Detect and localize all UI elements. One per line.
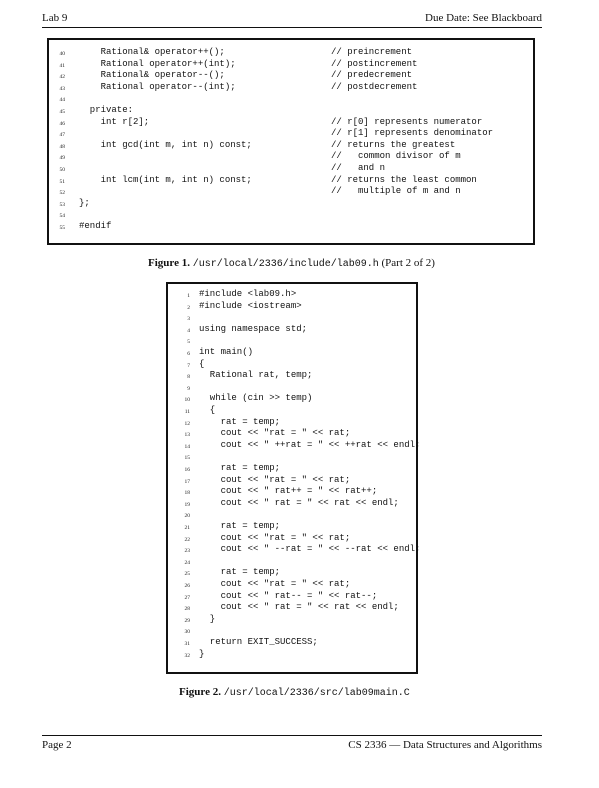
line-number: 28 bbox=[184, 606, 190, 613]
line-number: 11 bbox=[184, 409, 190, 415]
line-number: 31 bbox=[184, 641, 190, 647]
code-line: { bbox=[199, 358, 205, 369]
code-line: cout << " rat = " << rat << endl; bbox=[199, 602, 399, 613]
line-number: 29 bbox=[184, 617, 190, 624]
code-line: cout << " --rat = " << --rat << endl; bbox=[199, 544, 421, 555]
code-line: int gcd(int m, int n) const; bbox=[79, 139, 252, 150]
line-number: 55 bbox=[59, 225, 65, 231]
code-line: }; bbox=[79, 197, 90, 208]
code-comment: // and n bbox=[331, 163, 386, 173]
code-line: private: bbox=[79, 105, 134, 115]
code-line: #endif bbox=[79, 221, 112, 231]
line-number: 51 bbox=[59, 178, 65, 185]
line-number: 45 bbox=[59, 109, 65, 115]
code-comment: // postdecrement bbox=[331, 81, 418, 92]
code-line: } bbox=[199, 648, 205, 659]
figure2-caption-label: Figure 2. bbox=[179, 686, 221, 698]
code-line: rat = temp; bbox=[199, 567, 281, 578]
line-number: 12 bbox=[184, 420, 190, 427]
code-line: cout << "rat = " << rat; bbox=[199, 579, 351, 589]
line-number: 42 bbox=[59, 74, 65, 81]
line-number: 20 bbox=[184, 513, 190, 520]
line-number: 43 bbox=[59, 85, 65, 92]
code-line: { bbox=[199, 405, 216, 415]
code-line: } bbox=[199, 613, 216, 624]
page-header bbox=[42, 12, 542, 26]
code-comment: // postincrement bbox=[331, 58, 418, 69]
line-number: 6 bbox=[187, 351, 190, 357]
line-number: 22 bbox=[184, 536, 190, 543]
line-number: 8 bbox=[187, 374, 190, 381]
line-number: 49 bbox=[59, 155, 65, 162]
figure2-caption-path: /usr/local/2336/src/lab09main.C bbox=[223, 688, 410, 699]
line-number: 52 bbox=[59, 190, 65, 197]
figure1-caption-label: Figure 1. bbox=[148, 257, 190, 269]
figure1-caption-path: /usr/local/2336/include/lab09.h bbox=[192, 259, 379, 270]
line-number: 50 bbox=[59, 167, 65, 173]
code-comment: // returns the least common bbox=[331, 174, 477, 185]
code-line: Rational operator++(int); bbox=[79, 58, 236, 69]
line-number: 41 bbox=[59, 62, 65, 69]
code-line: cout << " ++rat = " << ++rat << endl; bbox=[199, 439, 421, 450]
line-number: 21 bbox=[184, 525, 190, 531]
line-number: 23 bbox=[184, 548, 190, 555]
code-line: cout << " rat = " << rat << endl; bbox=[199, 497, 399, 508]
line-number: 53 bbox=[59, 201, 65, 208]
line-number: 47 bbox=[59, 132, 65, 139]
line-number: 1 bbox=[187, 293, 190, 299]
line-number: 18 bbox=[184, 490, 190, 497]
line-number: 15 bbox=[184, 455, 190, 462]
code-line: rat = temp; bbox=[199, 521, 281, 531]
code-line: rat = temp; bbox=[199, 463, 281, 473]
line-number: 5 bbox=[187, 339, 190, 346]
code-line: int r[2]; bbox=[79, 116, 150, 127]
line-number: 54 bbox=[59, 213, 65, 220]
figure2-caption bbox=[179, 686, 410, 699]
line-number: 13 bbox=[184, 432, 190, 439]
code-comment: // r[0] represents numerator bbox=[331, 116, 483, 127]
line-number: 30 bbox=[184, 629, 190, 636]
line-number: 4 bbox=[187, 327, 190, 334]
figure1-code-box bbox=[47, 38, 535, 245]
code-line: cout << "rat = " << rat; bbox=[199, 532, 351, 543]
line-number: 26 bbox=[184, 583, 190, 589]
header-due-date: Due Date: See Blackboard bbox=[425, 12, 542, 24]
line-number: 32 bbox=[184, 652, 190, 659]
line-number: 24 bbox=[184, 559, 190, 566]
figure1-caption bbox=[148, 257, 435, 270]
code-line: cout << " rat-- = " << rat--; bbox=[199, 590, 378, 601]
footer-page-number: Page 2 bbox=[42, 739, 72, 751]
line-number: 19 bbox=[184, 501, 190, 508]
code-line: #include <iostream> bbox=[199, 300, 302, 311]
code-comment: // common divisor of m bbox=[331, 151, 461, 162]
line-number: 16 bbox=[184, 467, 190, 473]
line-number: 14 bbox=[184, 443, 190, 450]
line-number: 46 bbox=[59, 120, 65, 127]
line-number: 25 bbox=[184, 571, 190, 578]
code-comment: // returns the greatest bbox=[331, 139, 456, 150]
code-line: #include <lab09.h> bbox=[199, 289, 297, 299]
code-line: int lcm(int m, int n) const; bbox=[79, 174, 252, 185]
line-number: 10 bbox=[184, 397, 190, 404]
code-comment: // r[1] represents denominator bbox=[331, 128, 494, 139]
code-line: using namespace std; bbox=[199, 323, 308, 334]
line-number: 40 bbox=[59, 51, 65, 57]
line-number: 27 bbox=[184, 594, 190, 601]
code-line: return EXIT_SUCCESS; bbox=[199, 637, 318, 647]
code-line: int main() bbox=[199, 347, 254, 357]
header-rule bbox=[42, 27, 542, 28]
code-comment: // predecrement bbox=[331, 70, 413, 81]
code-line: rat = temp; bbox=[199, 416, 281, 427]
code-comment: // preincrement bbox=[331, 47, 413, 57]
line-number: 48 bbox=[59, 143, 65, 150]
line-number: 44 bbox=[59, 97, 65, 104]
code-line: cout << " rat++ = " << rat++; bbox=[199, 486, 378, 497]
line-number: 7 bbox=[187, 362, 190, 369]
header-lab-number: Lab 9 bbox=[42, 12, 68, 24]
footer-course-title: CS 2336 — Data Structures and Algorithms bbox=[348, 739, 542, 751]
code-line: Rational& operator++(); bbox=[79, 47, 225, 57]
code-line: Rational& operator--(); bbox=[79, 70, 225, 81]
code-line: cout << "rat = " << rat; bbox=[199, 428, 351, 439]
code-line: Rational operator--(int); bbox=[79, 81, 236, 92]
footer-rule bbox=[42, 735, 542, 736]
code-line: while (cin >> temp) bbox=[199, 393, 313, 404]
line-number: 2 bbox=[187, 304, 190, 311]
code-line: cout << "rat = " << rat; bbox=[199, 474, 351, 485]
figure2-code-box bbox=[166, 282, 421, 674]
code-line: Rational rat, temp; bbox=[199, 370, 313, 381]
line-number: 17 bbox=[184, 478, 190, 485]
figure1-caption-suffix: (Part 2 of 2) bbox=[381, 257, 435, 269]
code-comment: // multiple of m and n bbox=[331, 186, 461, 197]
line-number: 3 bbox=[187, 316, 190, 323]
line-number: 9 bbox=[187, 385, 190, 392]
